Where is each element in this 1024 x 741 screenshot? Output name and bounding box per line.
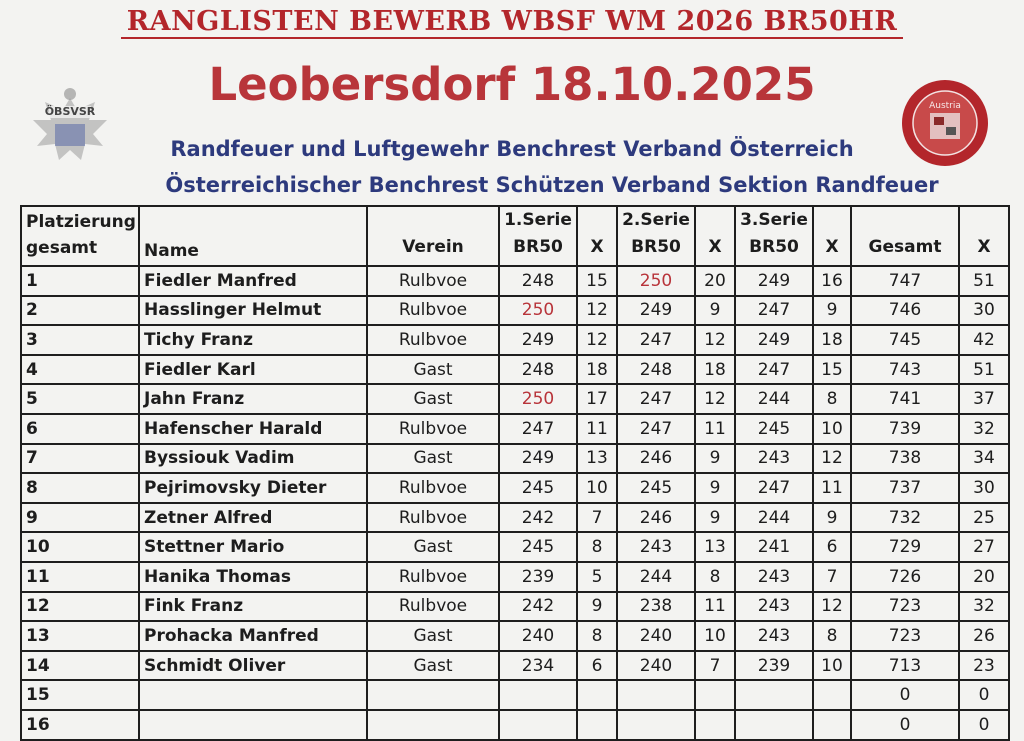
cell-series-2: 247 xyxy=(617,384,695,414)
cell-series-1: 250 xyxy=(499,384,577,414)
cell-series-1 xyxy=(499,710,577,740)
cell-x-total: 0 xyxy=(959,710,1009,740)
cell-x-2: 7 xyxy=(695,651,735,681)
cell-x-total: 37 xyxy=(959,384,1009,414)
header-name: Name xyxy=(139,206,367,266)
cell-total: 747 xyxy=(851,266,959,296)
cell-place: 10 xyxy=(21,532,139,562)
cell-x-total: 34 xyxy=(959,444,1009,474)
table-header-row xyxy=(21,206,1009,266)
cell-place: 13 xyxy=(21,621,139,651)
cell-place: 15 xyxy=(21,680,139,710)
cell-x-2: 9 xyxy=(695,473,735,503)
cell-total: 746 xyxy=(851,296,959,326)
cell-club: Gast xyxy=(367,355,499,385)
cell-name: Fiedler Karl xyxy=(139,355,367,385)
cell-x-1: 10 xyxy=(577,473,617,503)
cell-x-1: 18 xyxy=(577,355,617,385)
cell-place: 6 xyxy=(21,414,139,444)
cell-series-3: 249 xyxy=(735,266,813,296)
cell-x-1 xyxy=(577,710,617,740)
cell-x-total: 25 xyxy=(959,503,1009,533)
cell-name: Schmidt Oliver xyxy=(139,651,367,681)
cell-x-1: 7 xyxy=(577,503,617,533)
table-row xyxy=(21,651,1009,681)
cell-series-1: 242 xyxy=(499,592,577,622)
cell-total: 723 xyxy=(851,592,959,622)
eagle-logo-icon xyxy=(25,80,115,175)
cell-series-1: 240 xyxy=(499,621,577,651)
cell-x-3: 11 xyxy=(813,473,851,503)
cell-total: 741 xyxy=(851,384,959,414)
cell-series-1: 249 xyxy=(499,325,577,355)
cell-x-1: 12 xyxy=(577,296,617,326)
cell-name: Pejrimovsky Dieter xyxy=(139,473,367,503)
cell-series-3: 244 xyxy=(735,503,813,533)
cell-x-3: 10 xyxy=(813,414,851,444)
cell-name xyxy=(139,680,367,710)
cell-series-2: 240 xyxy=(617,621,695,651)
cell-total: 738 xyxy=(851,444,959,474)
cell-name: Prohacka Manfred xyxy=(139,621,367,651)
austria-seal-icon xyxy=(898,78,992,168)
cell-total: 723 xyxy=(851,621,959,651)
cell-place: 8 xyxy=(21,473,139,503)
svg-text:ÖBSVSR: ÖBSVSR xyxy=(44,105,96,118)
cell-x-1: 8 xyxy=(577,621,617,651)
cell-x-3: 7 xyxy=(813,562,851,592)
cell-x-1: 13 xyxy=(577,444,617,474)
cell-series-3: 249 xyxy=(735,325,813,355)
cell-series-3: 247 xyxy=(735,473,813,503)
cell-name: Stettner Mario xyxy=(139,532,367,562)
cell-x-1: 5 xyxy=(577,562,617,592)
header-place: Platzierung gesamt xyxy=(21,206,139,266)
cell-x-1: 8 xyxy=(577,532,617,562)
cell-series-2: 247 xyxy=(617,325,695,355)
cell-x-2: 10 xyxy=(695,621,735,651)
cell-x-3: 8 xyxy=(813,621,851,651)
cell-club: Rulbvoe xyxy=(367,325,499,355)
cell-x-3: 12 xyxy=(813,592,851,622)
header-x-3: X xyxy=(813,206,851,266)
cell-series-3: 243 xyxy=(735,562,813,592)
cell-x-total: 23 xyxy=(959,651,1009,681)
cell-total: 745 xyxy=(851,325,959,355)
cell-x-total: 51 xyxy=(959,355,1009,385)
cell-total: 739 xyxy=(851,414,959,444)
cell-x-2: 11 xyxy=(695,592,735,622)
cell-total: 743 xyxy=(851,355,959,385)
cell-x-3: 6 xyxy=(813,532,851,562)
cell-series-1: 245 xyxy=(499,532,577,562)
cell-x-2: 9 xyxy=(695,296,735,326)
cell-place: 4 xyxy=(21,355,139,385)
cell-x-3 xyxy=(813,680,851,710)
cell-place: 3 xyxy=(21,325,139,355)
cell-x-3: 18 xyxy=(813,325,851,355)
cell-x-3: 15 xyxy=(813,355,851,385)
subtitle-section: Österreichischer Benchrest Schützen Verband Sektion Randfeuer xyxy=(165,173,939,197)
cell-x-2: 20 xyxy=(695,266,735,296)
cell-series-1: 249 xyxy=(499,444,577,474)
cell-x-1: 9 xyxy=(577,592,617,622)
cell-x-total: 20 xyxy=(959,562,1009,592)
cell-club: Rulbvoe xyxy=(367,473,499,503)
cell-club: Gast xyxy=(367,384,499,414)
cell-x-total: 30 xyxy=(959,473,1009,503)
cell-x-3: 10 xyxy=(813,651,851,681)
cell-total: 0 xyxy=(851,710,959,740)
cell-series-2: 245 xyxy=(617,473,695,503)
header-series-3: 3.Serie BR50 xyxy=(735,206,813,266)
cell-series-2: 246 xyxy=(617,444,695,474)
cell-x-2: 8 xyxy=(695,562,735,592)
cell-club: Rulbvoe xyxy=(367,503,499,533)
table-row xyxy=(21,325,1009,355)
table-row xyxy=(21,562,1009,592)
cell-name: Hanika Thomas xyxy=(139,562,367,592)
header-series-1: 1.Serie BR50 xyxy=(499,206,577,266)
table-row xyxy=(21,384,1009,414)
cell-series-1: 248 xyxy=(499,266,577,296)
table-row xyxy=(21,503,1009,533)
cell-series-1: 239 xyxy=(499,562,577,592)
cell-club xyxy=(367,680,499,710)
cell-place: 5 xyxy=(21,384,139,414)
cell-x-2 xyxy=(695,680,735,710)
cell-club: Gast xyxy=(367,532,499,562)
header-club: Verein xyxy=(367,206,499,266)
header-x-1: X xyxy=(577,206,617,266)
cell-place: 14 xyxy=(21,651,139,681)
cell-series-3: 244 xyxy=(735,384,813,414)
cell-series-3: 243 xyxy=(735,592,813,622)
cell-x-3: 16 xyxy=(813,266,851,296)
cell-x-2: 9 xyxy=(695,444,735,474)
document-title-main: Leobersdorf 18.10.2025 xyxy=(208,58,816,111)
cell-x-1: 11 xyxy=(577,414,617,444)
cell-series-3: 241 xyxy=(735,532,813,562)
cell-name: Byssiouk Vadim xyxy=(139,444,367,474)
cell-x-2: 11 xyxy=(695,414,735,444)
subtitle-association: Randfeuer und Luftgewehr Benchrest Verband Österreich xyxy=(170,137,854,161)
cell-name: Zetner Alfred xyxy=(139,503,367,533)
table-row xyxy=(21,680,1009,710)
cell-series-2: 248 xyxy=(617,355,695,385)
cell-x-2: 12 xyxy=(695,384,735,414)
cell-total: 713 xyxy=(851,651,959,681)
cell-series-3: 239 xyxy=(735,651,813,681)
table-row xyxy=(21,355,1009,385)
cell-x-2: 9 xyxy=(695,503,735,533)
cell-x-2: 13 xyxy=(695,532,735,562)
cell-series-2: 246 xyxy=(617,503,695,533)
table-row xyxy=(21,532,1009,562)
cell-club: Rulbvoe xyxy=(367,266,499,296)
cell-club: Rulbvoe xyxy=(367,296,499,326)
cell-series-3: 243 xyxy=(735,444,813,474)
cell-x-1: 12 xyxy=(577,325,617,355)
cell-series-2: 238 xyxy=(617,592,695,622)
cell-x-total: 32 xyxy=(959,592,1009,622)
cell-x-total: 27 xyxy=(959,532,1009,562)
cell-x-1: 17 xyxy=(577,384,617,414)
cell-series-2: 249 xyxy=(617,296,695,326)
cell-name: Hasslinger Helmut xyxy=(139,296,367,326)
table-row xyxy=(21,296,1009,326)
cell-x-total: 30 xyxy=(959,296,1009,326)
cell-x-3: 8 xyxy=(813,384,851,414)
cell-x-3 xyxy=(813,710,851,740)
ranking-table xyxy=(20,205,1010,741)
cell-series-1: 248 xyxy=(499,355,577,385)
table-row xyxy=(21,444,1009,474)
cell-x-total: 26 xyxy=(959,621,1009,651)
cell-x-3: 9 xyxy=(813,503,851,533)
cell-x-2 xyxy=(695,710,735,740)
cell-total: 737 xyxy=(851,473,959,503)
cell-series-1: 234 xyxy=(499,651,577,681)
table-row xyxy=(21,473,1009,503)
table-row xyxy=(21,710,1009,740)
cell-x-1 xyxy=(577,680,617,710)
cell-x-total: 51 xyxy=(959,266,1009,296)
cell-place: 16 xyxy=(21,710,139,740)
cell-total: 726 xyxy=(851,562,959,592)
header-series-2: 2.Serie BR50 xyxy=(617,206,695,266)
cell-total: 729 xyxy=(851,532,959,562)
cell-series-2 xyxy=(617,680,695,710)
cell-x-2: 18 xyxy=(695,355,735,385)
cell-x-3: 12 xyxy=(813,444,851,474)
cell-club: Gast xyxy=(367,651,499,681)
cell-place: 11 xyxy=(21,562,139,592)
svg-text:Austria: Austria xyxy=(929,101,961,111)
header-total: Gesamt xyxy=(851,206,959,266)
cell-series-1: 247 xyxy=(499,414,577,444)
cell-x-3: 9 xyxy=(813,296,851,326)
cell-series-2: 243 xyxy=(617,532,695,562)
cell-place: 2 xyxy=(21,296,139,326)
cell-place: 9 xyxy=(21,503,139,533)
cell-series-3: 247 xyxy=(735,355,813,385)
table-row xyxy=(21,621,1009,651)
cell-name: Hafenscher Harald xyxy=(139,414,367,444)
cell-series-2: 247 xyxy=(617,414,695,444)
table-row xyxy=(21,414,1009,444)
cell-series-1: 242 xyxy=(499,503,577,533)
cell-place: 1 xyxy=(21,266,139,296)
cell-series-3 xyxy=(735,680,813,710)
cell-x-2: 12 xyxy=(695,325,735,355)
cell-name: Jahn Franz xyxy=(139,384,367,414)
cell-series-1: 245 xyxy=(499,473,577,503)
cell-x-total: 42 xyxy=(959,325,1009,355)
table-row xyxy=(21,266,1009,296)
cell-name: Fink Franz xyxy=(139,592,367,622)
document-title-top: RANGLISTEN BEWERB WBSF WM 2026 BR50HR xyxy=(0,6,1024,37)
cell-x-1: 15 xyxy=(577,266,617,296)
header-x-2: X xyxy=(695,206,735,266)
cell-club: Gast xyxy=(367,621,499,651)
cell-series-3: 247 xyxy=(735,296,813,326)
cell-series-2 xyxy=(617,710,695,740)
cell-series-3: 243 xyxy=(735,621,813,651)
cell-place: 7 xyxy=(21,444,139,474)
cell-total: 732 xyxy=(851,503,959,533)
cell-club: Gast xyxy=(367,444,499,474)
cell-name xyxy=(139,710,367,740)
cell-series-3 xyxy=(735,710,813,740)
cell-series-2: 250 xyxy=(617,266,695,296)
cell-club: Rulbvoe xyxy=(367,414,499,444)
cell-club: Rulbvoe xyxy=(367,592,499,622)
table-row xyxy=(21,592,1009,622)
header-x-total: X xyxy=(959,206,1009,266)
cell-series-1 xyxy=(499,680,577,710)
cell-name: Tichy Franz xyxy=(139,325,367,355)
cell-x-1: 6 xyxy=(577,651,617,681)
cell-x-total: 0 xyxy=(959,680,1009,710)
cell-series-2: 240 xyxy=(617,651,695,681)
cell-series-1: 250 xyxy=(499,296,577,326)
cell-total: 0 xyxy=(851,680,959,710)
cell-place: 12 xyxy=(21,592,139,622)
cell-club: Rulbvoe xyxy=(367,562,499,592)
cell-x-total: 32 xyxy=(959,414,1009,444)
cell-club xyxy=(367,710,499,740)
cell-series-3: 245 xyxy=(735,414,813,444)
cell-name: Fiedler Manfred xyxy=(139,266,367,296)
cell-series-2: 244 xyxy=(617,562,695,592)
